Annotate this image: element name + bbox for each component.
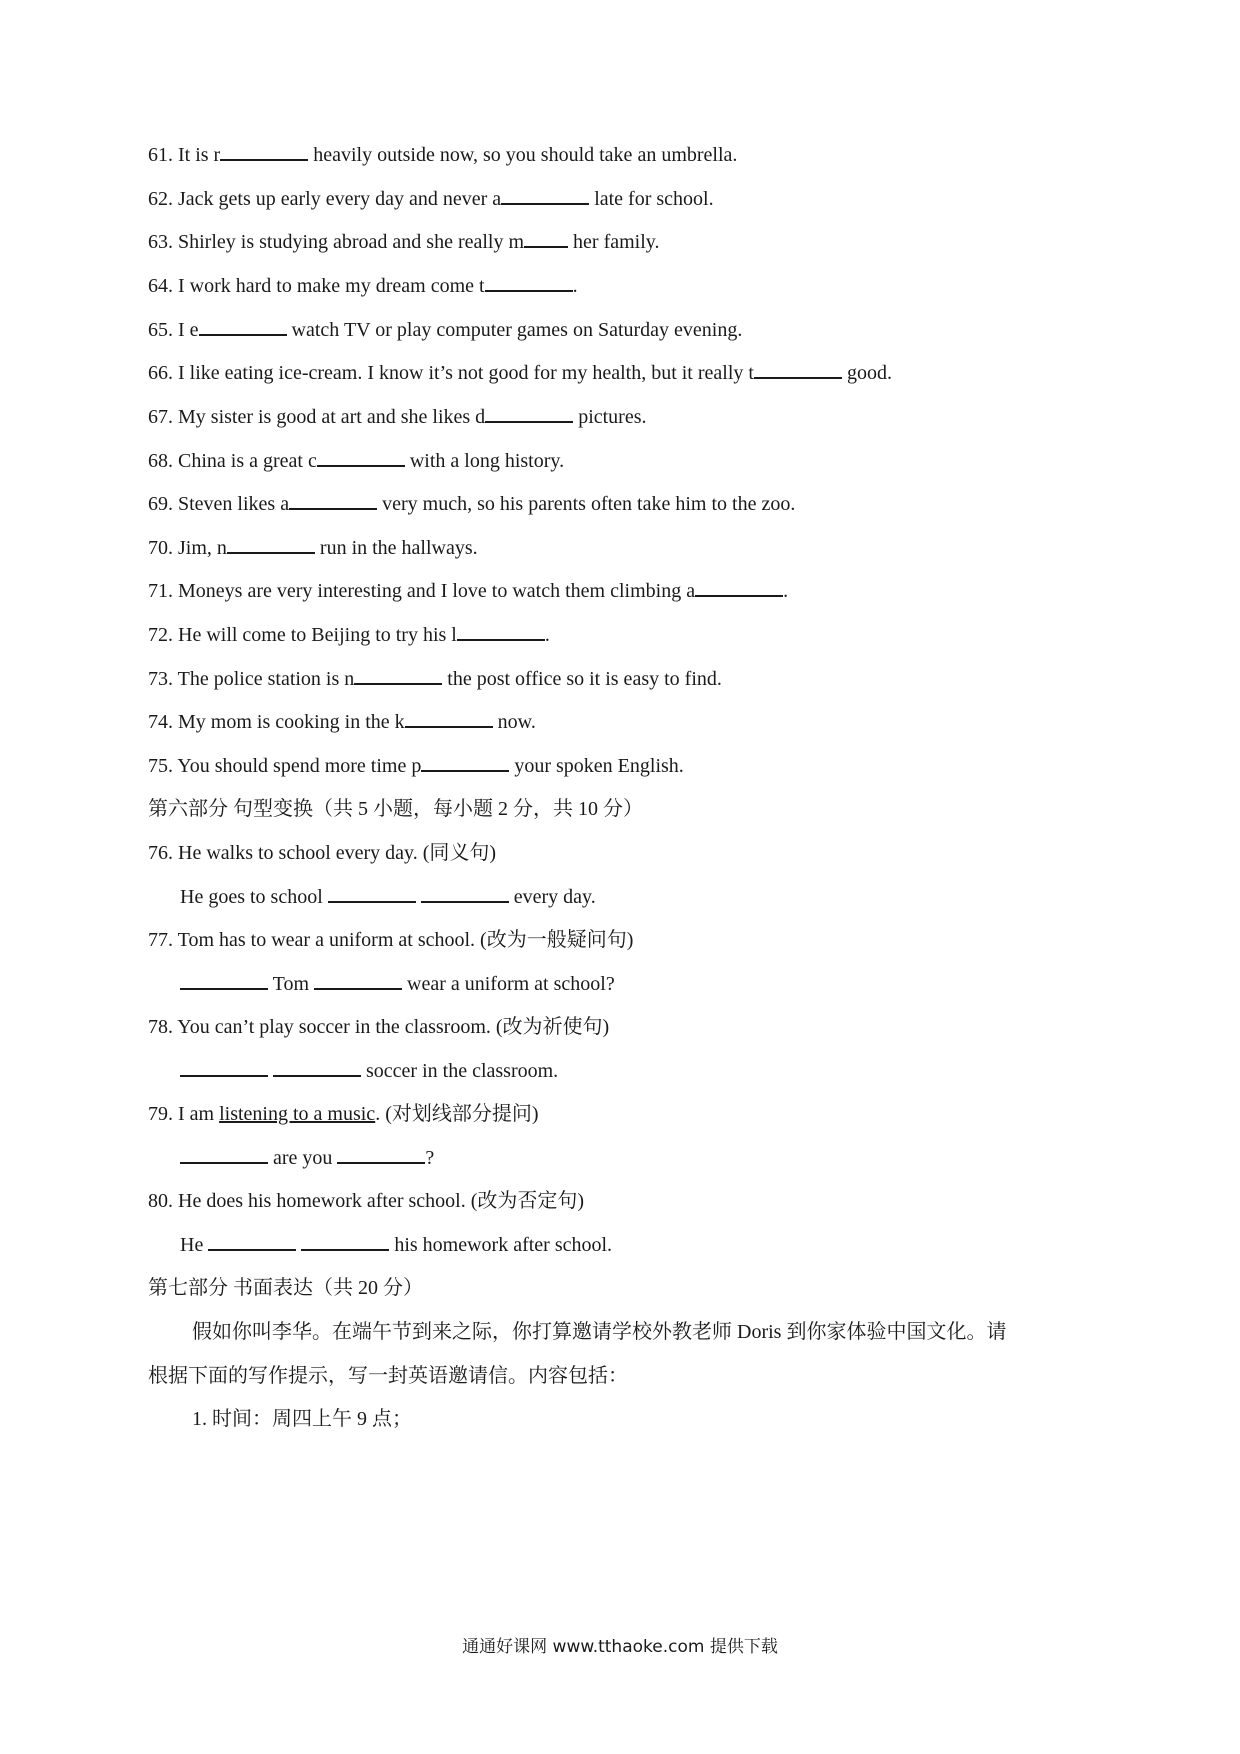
answer-80: He his homework after school. bbox=[180, 1234, 613, 1256]
answer-blank bbox=[754, 361, 842, 379]
section-title-part7: 第七部分 书面表达（共 20 分） bbox=[148, 1277, 423, 1299]
answer-blank bbox=[485, 405, 573, 423]
answer-blank bbox=[405, 710, 493, 728]
answer-blank bbox=[421, 885, 509, 903]
question-70: 70. Jim, n run in the hallways. bbox=[148, 537, 478, 559]
question-77: 77. Tom has to wear a uniform at school. (改为一般疑问句) bbox=[148, 929, 634, 951]
question-63: 63. Shirley is studying abroad and she really m her family. bbox=[148, 231, 660, 253]
answer-blank bbox=[301, 1233, 389, 1251]
answer-blank bbox=[180, 1059, 268, 1077]
question-61: 61. It is r heavily outside now, so you should take an umbrella. bbox=[148, 144, 738, 166]
writing-prompt-item-1: 1. 时间：周四上午 9 点； bbox=[192, 1408, 412, 1430]
question-69: 69. Steven likes a very much, so his parents often take him to the zoo. bbox=[148, 493, 796, 515]
answer-blank bbox=[485, 274, 573, 292]
answer-blank bbox=[337, 1146, 425, 1164]
question-79: 79. I am listening to a music. (对划线部分提问) bbox=[148, 1103, 539, 1125]
answer-79: are you ? bbox=[180, 1145, 434, 1171]
question-73: 73. The police station is n the post office so it is easy to find. bbox=[148, 668, 722, 690]
question-75: 75. You should spend more time p your spoken English. bbox=[148, 755, 684, 777]
answer-blank bbox=[524, 230, 568, 248]
answer-blank bbox=[227, 536, 315, 554]
question-76: 76. He walks to school every day. (同义句) bbox=[148, 842, 497, 864]
answer-blank bbox=[328, 885, 416, 903]
answer-blank bbox=[220, 143, 308, 161]
question-65: 65. I e watch TV or play computer games on Saturday evening. bbox=[148, 319, 743, 341]
question-66: 66. I like eating ice-cream. I know it’s not good for my health, but it really t good. bbox=[148, 362, 892, 384]
answer-78: soccer in the classroom. bbox=[180, 1058, 558, 1084]
answer-blank bbox=[421, 754, 509, 772]
underlined-phrase: listening to a music bbox=[219, 1103, 376, 1125]
page-footer: 通通好课网 www.tthaoke.com 提供下载 bbox=[462, 1637, 778, 1657]
question-67: 67. My sister is good at art and she likes d pictures. bbox=[148, 406, 647, 428]
answer-blank bbox=[199, 318, 287, 336]
question-78: 78. You can’t play soccer in the classroom. (改为祈使句) bbox=[148, 1016, 610, 1038]
answer-blank bbox=[208, 1233, 296, 1251]
answer-blank bbox=[317, 449, 405, 467]
answer-blank bbox=[180, 1146, 268, 1164]
question-68: 68. China is a great c with a long history. bbox=[148, 450, 565, 472]
answer-76: He goes to school every day. bbox=[180, 886, 596, 908]
answer-blank bbox=[695, 579, 783, 597]
answer-blank bbox=[180, 972, 268, 990]
answer-blank bbox=[501, 187, 589, 205]
answer-blank bbox=[289, 492, 377, 510]
question-62: 62. Jack gets up early every day and never a late for school. bbox=[148, 188, 714, 210]
question-72: 72. He will come to Beijing to try his l . bbox=[148, 624, 550, 646]
answer-blank bbox=[314, 972, 402, 990]
writing-prompt-line-1: 假如你叫李华。在端午节到来之际，你打算邀请学校外教老师 Doris 到你家体验中国文化。请 bbox=[192, 1321, 1007, 1343]
answer-blank bbox=[273, 1059, 361, 1077]
answer-blank bbox=[457, 623, 545, 641]
writing-prompt-line-2: 根据下面的写作提示，写一封英语邀请信。内容包括： bbox=[148, 1365, 628, 1387]
answer-77: Tom wear a uniform at school? bbox=[180, 971, 615, 997]
question-64: 64. I work hard to make my dream come t . bbox=[148, 275, 578, 297]
section-title-part6: 第六部分 句型变换（共 5 小题，每小题 2 分，共 10 分） bbox=[148, 798, 643, 820]
question-74: 74. My mom is cooking in the k now. bbox=[148, 711, 536, 733]
answer-blank bbox=[354, 667, 442, 685]
question-80: 80. He does his homework after school. (改为否定句) bbox=[148, 1190, 585, 1212]
question-71: 71. Moneys are very interesting and I love to watch them climbing a . bbox=[148, 580, 789, 602]
